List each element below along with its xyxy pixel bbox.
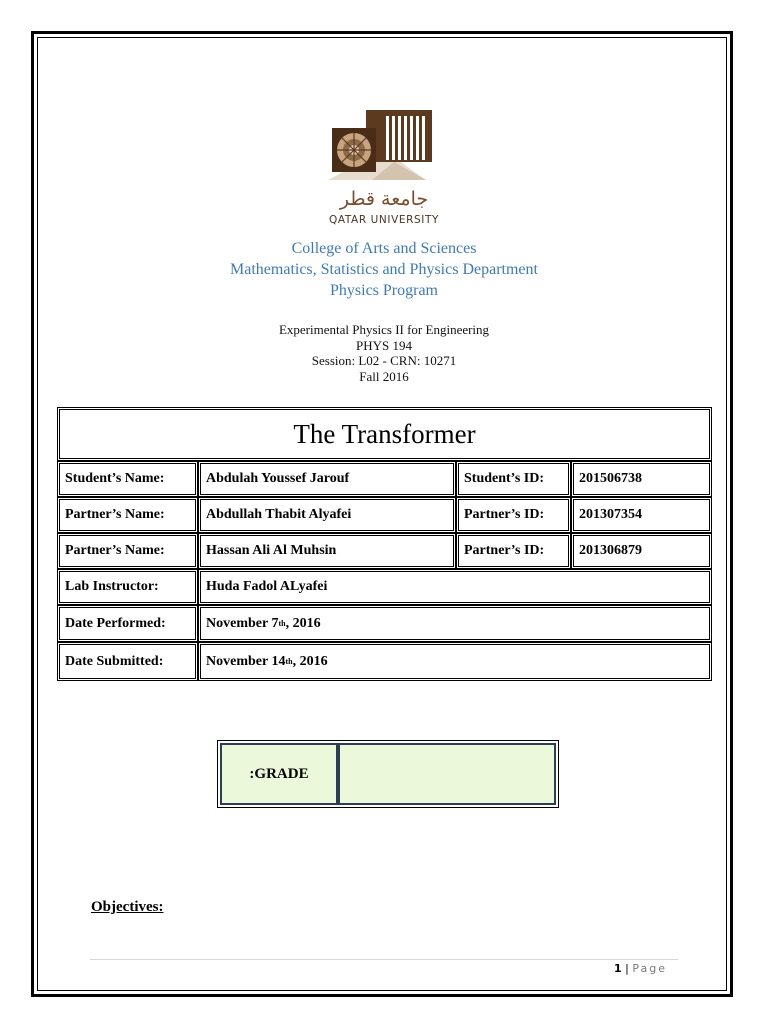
student-name-value: Abdulah Youssef Jarouf	[198, 461, 456, 497]
footer-divider	[90, 959, 678, 960]
footer-separator: |	[625, 962, 629, 975]
date-performed-value: November 7 th , 2016	[198, 605, 712, 642]
grade-value	[338, 743, 556, 805]
logo-emblem-icon	[314, 104, 454, 188]
course-title: Experimental Physics II for Engineering	[278, 322, 490, 337]
college-name: College of Arts and Sciences	[291, 240, 477, 257]
report-title: The Transformer	[57, 407, 712, 461]
date-submitted-day: November 14	[206, 653, 286, 669]
partner-id-value: 201307354	[571, 497, 712, 533]
date-performed-year: , 2016	[285, 615, 321, 631]
course-code: PHYS 194	[356, 337, 412, 353]
lab-instructor-label: Lab Instructor:	[57, 569, 198, 605]
date-submitted-year: , 2016	[292, 653, 328, 669]
partner-id-label: Partner’s ID:	[456, 533, 571, 569]
partner-name-label: Partner’s Name:	[57, 497, 198, 533]
student-id-value: 201506738	[571, 461, 712, 497]
date-performed-day: November 7	[206, 615, 279, 631]
date-submitted-label: Date Submitted:	[57, 642, 198, 681]
date-submitted-value: November 14 th , 2016	[198, 642, 712, 681]
course-info	[0, 322, 768, 384]
partner-id-value: 201306879	[571, 533, 712, 569]
course-session: Session: L02 - CRN: 10271	[311, 353, 457, 368]
objectives-heading: Objectives:	[91, 899, 164, 915]
department-name: Mathematics, Statistics and Physics Department	[230, 261, 538, 278]
page-number: 1	[614, 962, 622, 975]
qatar-university-logo	[314, 104, 454, 230]
course-term: Fall 2016	[359, 368, 409, 384]
partner-name-value: Abdullah Thabit Alyafei	[198, 497, 456, 533]
partner-name-label: Partner’s Name:	[57, 533, 198, 569]
grade-box	[217, 740, 559, 808]
partner-id-label: Partner’s ID:	[456, 497, 571, 533]
page-footer	[614, 962, 667, 975]
institution-header	[0, 238, 768, 301]
student-name-label: Student’s Name:	[57, 461, 198, 497]
lab-instructor-value: Huda Fadol ALyafei	[198, 569, 712, 605]
date-performed-label: Date Performed:	[57, 605, 198, 642]
program-name: Physics Program	[330, 282, 438, 299]
logo-english-name: QATAR UNIVERSITY	[329, 214, 439, 226]
partner-name-value: Hassan Ali Al Muhsin	[198, 533, 456, 569]
grade-label: :GRADE	[220, 743, 338, 805]
logo-arabic-name: جامعة قطر	[339, 188, 429, 210]
student-id-label: Student’s ID:	[456, 461, 571, 497]
page-word: Page	[632, 962, 668, 975]
